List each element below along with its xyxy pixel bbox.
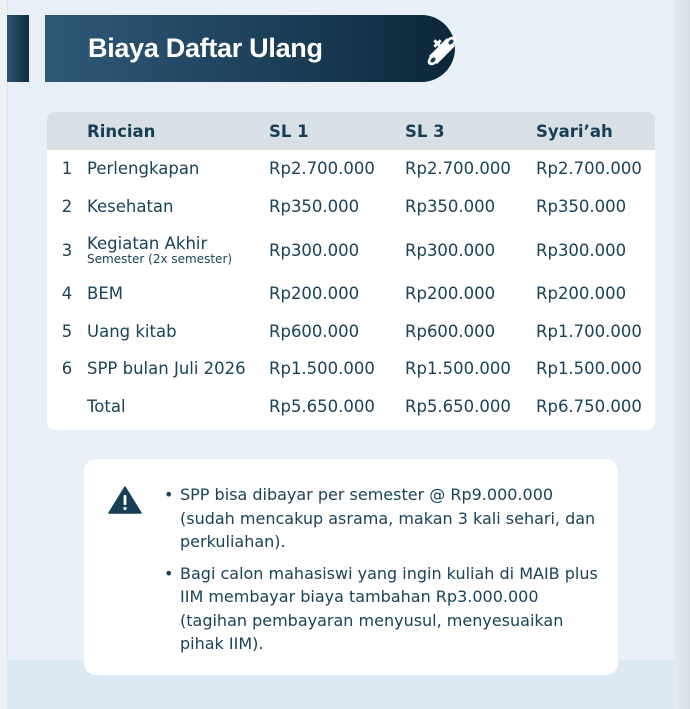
section-header	[45, 15, 455, 82]
fee-table-card	[47, 112, 655, 430]
row-sl3: Rp2.700.000	[405, 159, 511, 179]
fee-table	[47, 112, 655, 425]
row-number: 4	[61, 284, 73, 304]
row-syariah: Rp1.700.000	[536, 321, 642, 341]
row-name-subtext: Semester (2x semester)	[87, 252, 233, 266]
row-syariah: Rp2.700.000	[536, 159, 642, 179]
note-card	[84, 459, 618, 675]
side-tab-decoration	[7, 15, 29, 82]
row-name: Perlengkapan	[87, 159, 200, 179]
total-sl3: Rp5.650.000	[405, 396, 511, 416]
note-item: • SPP bisa dibayar per semester @ Rp9.000.000 (sudah mencakup asrama, makan 3 kali sehari, dan perkuliahan).	[164, 483, 604, 554]
row-number-empty	[47, 388, 87, 426]
row-syariah: Rp1.500.000	[536, 359, 642, 379]
column-header-sl3: SL 3	[405, 121, 445, 141]
row-number: 5	[61, 321, 73, 341]
row-sl3: Rp300.000	[405, 240, 496, 260]
row-name: SPP bulan Juli 2026	[87, 359, 246, 379]
table-row	[47, 275, 655, 313]
row-sl3: Rp600.000	[405, 321, 496, 341]
table-total-row	[47, 388, 655, 426]
row-number: 6	[61, 359, 73, 379]
row-name: Uang kitab	[87, 321, 177, 341]
row-sl1: Rp200.000	[269, 284, 360, 304]
column-header-sl1: SL 1	[269, 121, 309, 141]
column-header-number	[47, 112, 87, 150]
total-label: Total	[87, 396, 126, 416]
note-list	[164, 483, 604, 664]
row-sl3: Rp350.000	[405, 196, 496, 216]
left-edge	[0, 0, 8, 709]
warning-icon	[108, 486, 142, 514]
row-sl3: Rp1.500.000	[405, 359, 511, 379]
table-row	[47, 188, 655, 226]
row-name: Kegiatan Akhir	[87, 234, 208, 253]
right-scroll-edge	[674, 0, 690, 709]
row-name: BEM	[87, 284, 123, 304]
table-row	[47, 150, 655, 188]
diploma-scroll-icon	[420, 29, 462, 71]
column-header-syariah: Syari’ah	[536, 121, 613, 141]
row-syariah: Rp350.000	[536, 196, 627, 216]
table-row	[47, 225, 655, 275]
row-number: 2	[61, 196, 73, 216]
row-sl1: Rp1.500.000	[269, 359, 375, 379]
column-header-rincian: Rincian	[87, 121, 156, 141]
row-sl1: Rp350.000	[269, 196, 360, 216]
note-item: • Bagi calon mahasiswi yang ingin kuliah di MAIB plus IIM membayar biaya tambahan Rp3.000.000 (tagihan pembayaran menyusul, menyesuaikan pihak IIM).	[164, 562, 604, 656]
row-sl1: Rp300.000	[269, 240, 360, 260]
row-number: 3	[61, 240, 73, 260]
row-sl1: Rp600.000	[269, 321, 360, 341]
section-title: Biaya Daftar Ulang	[88, 33, 323, 63]
row-syariah: Rp200.000	[536, 284, 627, 304]
table-header-row	[47, 112, 655, 150]
row-name: Kesehatan	[87, 196, 174, 216]
row-sl1: Rp2.700.000	[269, 159, 375, 179]
row-syariah: Rp300.000	[536, 240, 627, 260]
row-sl3: Rp200.000	[405, 284, 496, 304]
row-number: 1	[61, 159, 73, 179]
total-sl1: Rp5.650.000	[269, 396, 375, 416]
table-row	[47, 313, 655, 351]
total-syariah: Rp6.750.000	[536, 396, 642, 416]
table-row	[47, 350, 655, 388]
row-name-cell	[87, 225, 269, 275]
